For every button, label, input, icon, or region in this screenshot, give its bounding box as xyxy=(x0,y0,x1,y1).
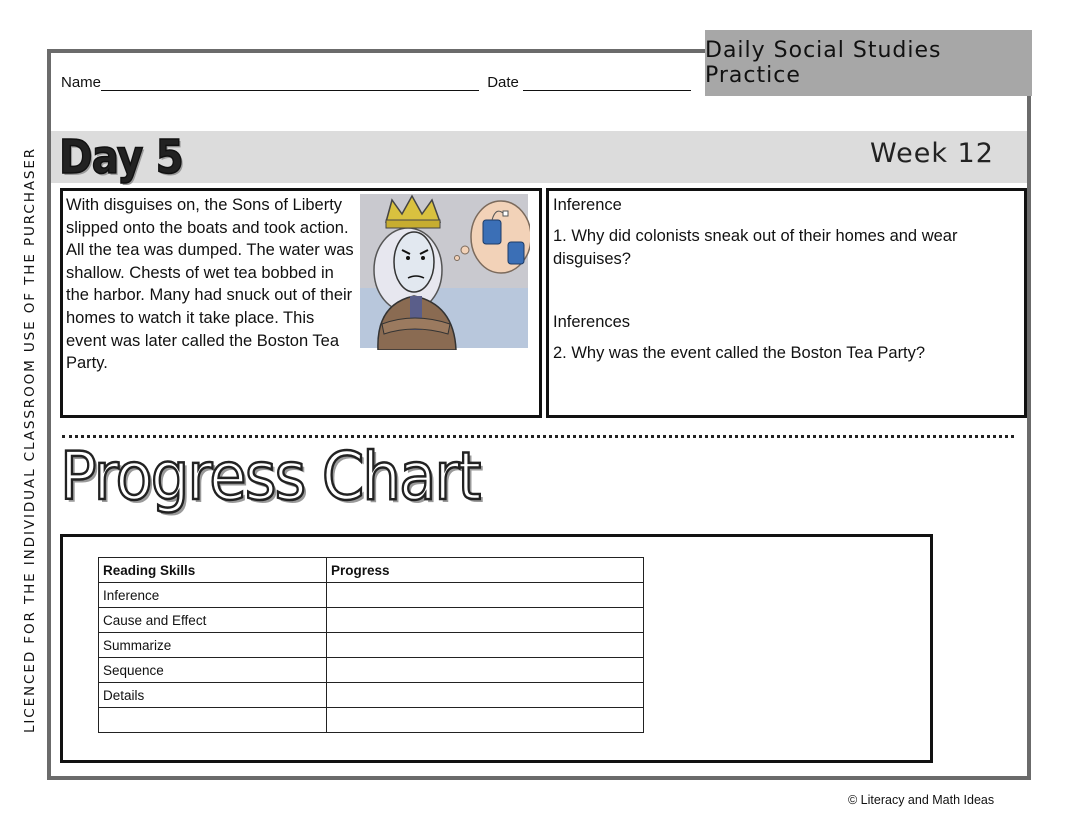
progress-chart-title: Progress Chart xyxy=(60,438,480,515)
progress-cell[interactable] xyxy=(327,583,644,608)
progress-cell[interactable] xyxy=(327,658,644,683)
table-row xyxy=(99,683,644,708)
progress-cell[interactable] xyxy=(327,683,644,708)
passage-text: With disguises on, the Sons of Liberty slipped onto the boats and took action. All the tea was dumped. The water was shallow. Chests of wet tea bobbed in the harbor. Many had snuck out of their homes to watch it take place. This event was later called the Boston Tea Party. xyxy=(66,196,354,373)
table-header-row xyxy=(99,558,644,583)
license-sidebar-text: LICENCED FOR THE INDIVIDUAL CLASSROOM USE OF THE PURCHASER xyxy=(22,146,38,733)
worksheet-title: Daily Social Studies Practice xyxy=(705,38,942,88)
skill-cell[interactable] xyxy=(99,708,327,733)
table-row xyxy=(99,708,644,733)
king-george-illustration xyxy=(358,192,530,350)
question-1-heading: Inference xyxy=(553,196,622,214)
week-label: Week 12 xyxy=(870,138,994,169)
progress-cell[interactable] xyxy=(327,608,644,633)
question-1-text: 1. Why did colonists sneak out of their homes and wear disguises? xyxy=(553,227,958,268)
date-label: Date xyxy=(487,74,519,91)
table-row xyxy=(99,633,644,658)
question-2-heading: Inferences xyxy=(553,313,631,331)
header-reading-skills: Reading Skills xyxy=(99,558,327,583)
name-label: Name xyxy=(61,74,102,91)
skill-cell: Summarize xyxy=(99,633,327,658)
date-field[interactable] xyxy=(523,74,691,91)
worksheet-title-box xyxy=(705,30,1032,96)
questions-box xyxy=(546,188,1027,418)
skill-cell: Cause and Effect xyxy=(99,608,327,633)
table-row xyxy=(99,608,644,633)
skill-cell: Details xyxy=(99,683,327,708)
progress-cell[interactable] xyxy=(327,633,644,658)
skill-cell: Sequence xyxy=(99,658,327,683)
progress-cell[interactable] xyxy=(327,708,644,733)
name-date-line xyxy=(61,74,691,91)
day-title: Day 5 xyxy=(59,130,183,184)
table-row xyxy=(99,658,644,683)
copyright-text: © Literacy and Math Ideas xyxy=(848,793,995,807)
header-progress: Progress xyxy=(327,558,644,583)
progress-table xyxy=(98,557,644,733)
name-field[interactable] xyxy=(101,74,479,91)
question-2-text: 2. Why was the event called the Boston Tea Party? xyxy=(553,344,926,362)
table-row xyxy=(99,583,644,608)
skill-cell: Inference xyxy=(99,583,327,608)
